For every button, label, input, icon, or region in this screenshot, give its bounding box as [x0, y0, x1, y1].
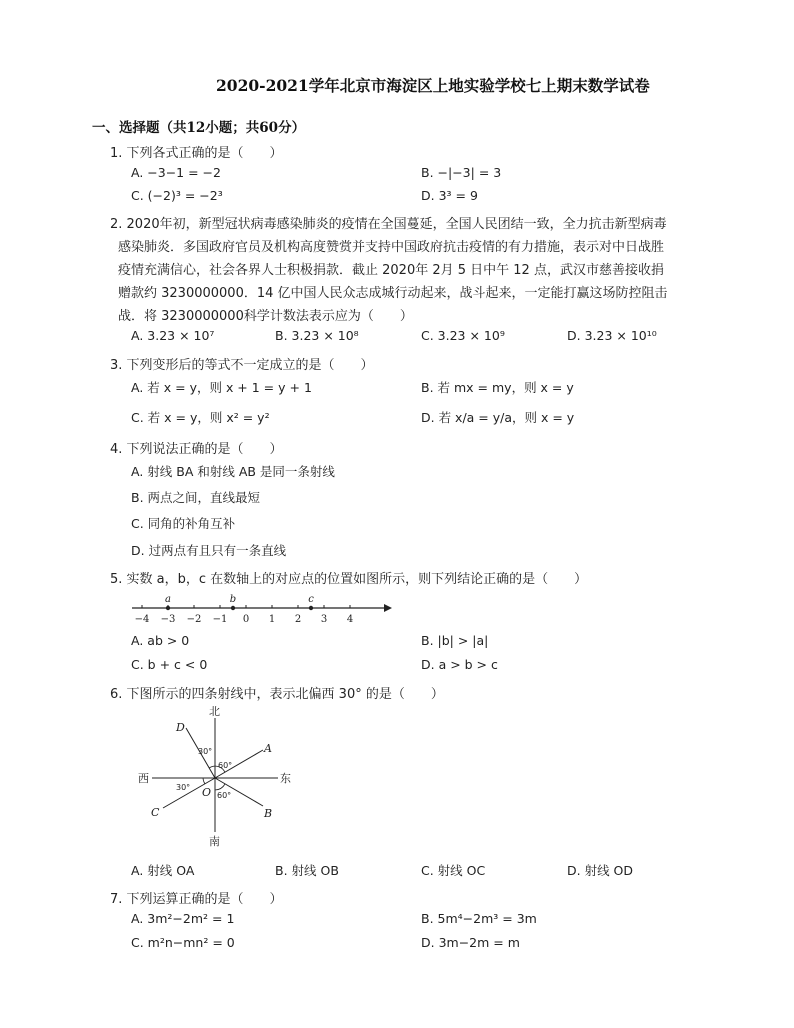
q4-option-d[interactable]: D. 过两点有且只有一条直线	[131, 543, 287, 558]
section-heading: 一、选择题（共12小题；共60分）	[92, 120, 306, 136]
number-line-arrow	[384, 604, 392, 612]
q3-option-c[interactable]: C. 若 x = y，则 x² = y²	[131, 410, 270, 425]
number-line-tick-label: −4	[134, 614, 150, 625]
number-line-tick-label: 1	[268, 614, 276, 625]
number-line-tick-label: −2	[186, 614, 202, 625]
q3-option-b[interactable]: B. 若 mx = my，则 x = y	[421, 380, 574, 395]
ray-label-b: B	[264, 807, 273, 820]
ray-label-d: D	[176, 721, 185, 734]
north-label: 北	[209, 705, 220, 718]
q2-stem-line2: 感染肺炎．多国政府官员及机构高度赞赏并支持中国政府抗击疫情的有力措施，表示对中日战胜	[118, 240, 665, 255]
q7-stem: 7. 下列运算正确的是（ ）	[110, 892, 283, 907]
number-line-tick-label: −1	[212, 614, 228, 625]
angle-arc-30-west	[203, 778, 205, 784]
q2-option-a[interactable]: A. 3.23 × 10⁷	[131, 328, 215, 343]
number-line-point-a	[166, 606, 170, 610]
number-line-tick-label: 4	[346, 614, 354, 625]
q2-option-d[interactable]: D. 3.23 × 10¹⁰	[567, 328, 657, 343]
q2-stem-line1: 2. 2020年初，新型冠状病毒感染肺炎的疫情在全国蔓延，全国人民团结一致，全力抗击新型病毒	[110, 217, 667, 232]
q4-option-c[interactable]: C. 同角的补角互补	[131, 516, 236, 531]
q1-option-d[interactable]: D. 3³ = 9	[421, 188, 478, 203]
q6-option-b[interactable]: B. 射线 OB	[275, 863, 339, 878]
q7-option-d[interactable]: D. 3m−2m = m	[421, 935, 520, 950]
q5-stem: 5. 实数 a，b，c 在数轴上的对应点的位置如图所示，则下列结论正确的是（ ）	[110, 572, 588, 587]
q5-option-d[interactable]: D. a > b > c	[421, 657, 498, 672]
number-line-point-c	[309, 606, 313, 610]
q7-option-c[interactable]: C. m²n−mn² = 0	[131, 935, 235, 950]
q4-option-b[interactable]: B. 两点之间，直线最短	[131, 490, 261, 505]
angle-label-60-south: 60°	[217, 791, 232, 800]
q4-stem: 4. 下列说法正确的是（ ）	[110, 442, 283, 457]
number-line-point-label-b: b	[229, 594, 237, 605]
q1-option-a[interactable]: A. −3−1 = −2	[131, 165, 221, 180]
ray-label-c: C	[151, 806, 160, 819]
q1-option-c[interactable]: C. (−2)³ = −2³	[131, 188, 223, 203]
compass-figure	[130, 702, 300, 852]
q3-option-a[interactable]: A. 若 x = y，则 x + 1 = y + 1	[131, 380, 312, 395]
number-line-point-label-a: a	[165, 594, 171, 605]
q7-option-b[interactable]: B. 5m⁴−2m³ = 3m	[421, 911, 537, 926]
page-title: 2020-2021学年北京市海淀区上地实验学校七上期末数学试卷	[216, 76, 650, 95]
south-label: 南	[209, 835, 220, 848]
q2-stem-line3: 疫情充满信心，社会各界人士积极捐款．截止 2020年 2月 5 日中午 12 点，武汉市慈善接收捐	[118, 263, 664, 278]
number-line-point-label-c: c	[308, 594, 314, 605]
q6-option-d[interactable]: D. 射线 OD	[567, 863, 634, 878]
q3-stem: 3. 下列变形后的等式不一定成立的是（ ）	[110, 358, 374, 373]
q2-stem-line5: 战．将 3230000000科学计数法表示应为（ ）	[118, 309, 413, 324]
number-line-tick-label: 3	[320, 614, 328, 625]
q2-option-b[interactable]: B. 3.23 × 10⁸	[275, 328, 359, 343]
q1-option-b[interactable]: B. −|−3| = 3	[421, 165, 502, 180]
q6-option-c[interactable]: C. 射线 OC	[421, 863, 486, 878]
number-line-tick-label: 0	[242, 614, 250, 625]
number-line-tick-label: −3	[160, 614, 176, 625]
q5-option-b[interactable]: B. |b| > |a|	[421, 633, 489, 648]
q5-option-c[interactable]: C. b + c < 0	[131, 657, 208, 672]
q1-stem: 1. 下列各式正确的是（ ）	[110, 146, 283, 161]
q7-option-a[interactable]: A. 3m²−2m² = 1	[131, 911, 235, 926]
q6-stem: 6. 下图所示的四条射线中，表示北偏西 30° 的是（ ）	[110, 687, 444, 702]
q2-stem-line4: 赠款约 3230000000．14 亿中国人民众志成城行动起来，战斗起来，一定能打赢这场防控阻击	[118, 286, 668, 301]
angle-arc-30-north	[209, 766, 215, 768]
angle-arc-60-south	[215, 784, 225, 790]
west-label: 西	[138, 772, 149, 785]
angle-label-60-northeast: 60°	[218, 761, 233, 770]
origin-label: O	[202, 786, 212, 799]
q2-option-c[interactable]: C. 3.23 × 10⁹	[421, 328, 505, 343]
q3-option-d[interactable]: D. 若 x/a = y/a，则 x = y	[421, 410, 575, 425]
q6-option-a[interactable]: A. 射线 OA	[131, 863, 195, 878]
q4-option-a[interactable]: A. 射线 BA 和射线 AB 是同一条射线	[131, 464, 335, 479]
number-line-tick-label: 2	[294, 614, 302, 625]
number-line-point-b	[231, 606, 235, 610]
angle-label-30-north: 30°	[198, 747, 213, 756]
ray-label-a: A	[264, 742, 272, 755]
number-line-figure	[126, 590, 396, 626]
q5-option-a[interactable]: A. ab > 0	[131, 633, 190, 648]
east-label: 东	[280, 772, 291, 785]
angle-label-30-west: 30°	[176, 783, 191, 792]
